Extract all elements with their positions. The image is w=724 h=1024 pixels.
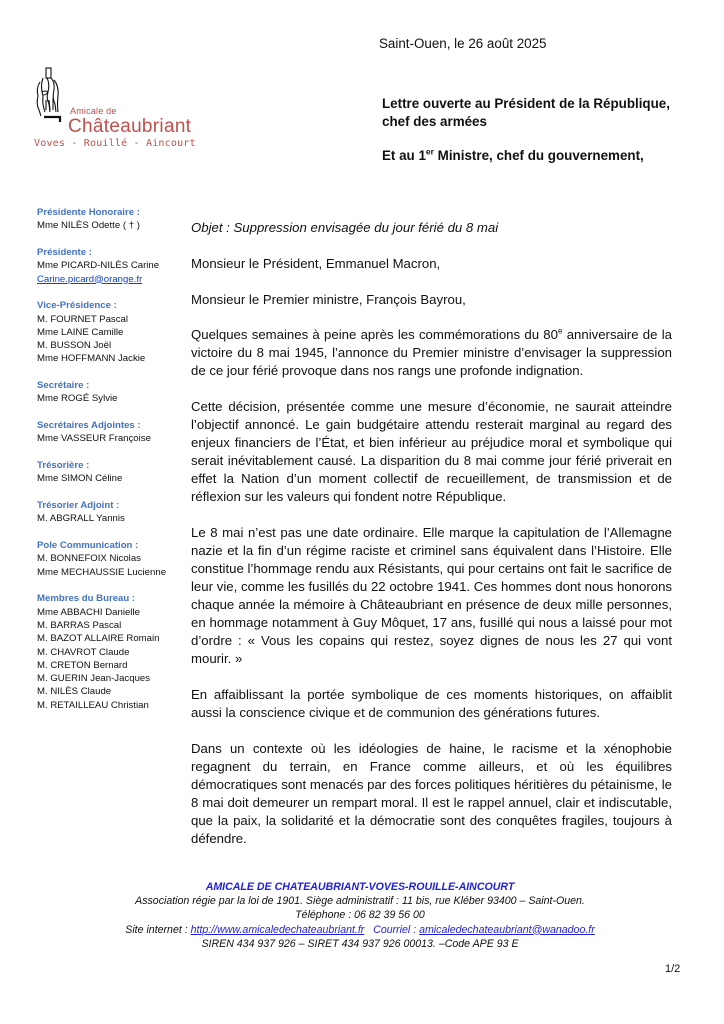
letter-body	[191, 219, 672, 865]
recipient-prime-minister: Et au 1er Ministre, chef du gouvernement,	[382, 146, 644, 163]
footer-org-name: AMICALE DE CHATEAUBRIANT-VOVES-ROUILLE-AINCOURT	[205, 881, 515, 893]
logo-line-chateaubriant: Châteaubriant	[68, 116, 192, 137]
paragraph-1: Quelques semaines à peine après les commémorations du 80e anniversaire de la victoire du 8 mai 1945, l’annonce du Premier ministre d’envisager la suppression de ce jour férié provoque dans nos rangs une profonde indignation.	[191, 327, 672, 379]
email-link[interactable]: amicaledechateaubriant@wanadoo.fr	[419, 923, 595, 936]
paragraph-2: Cette décision, présentée comme une mesure d’économie, ne saurait atteindre l’objectif annoncé. Le gain budgétaire attendu resterait marginal au regard des enjeux financiers de l’État, et bien inférieur au préjudice moral et symbolique qui serait inévitablement causé. La disparition du 8 mai comme jour férié priverait en effet la Nation d’un moment collectif de recueillement, de transmission et de réflexion sur les valeurs qui fondent notre République.	[191, 399, 672, 505]
group-pole-communication: Pole Communication : M. BONNEFOIX Nicolas Mme MECHAUSSIE Lucienne	[37, 540, 167, 578]
recipient-president	[382, 95, 670, 131]
monument-sculpture-icon	[34, 66, 68, 122]
paragraph-5: Dans un contexte où les idéologies de haine, le racisme et la xénophobie regagnent du terrain, en France comme ailleurs, et où les équilibres démocratiques sont menacés par des forces politiques héritières du pétainisme, le 8 mai doit demeurer un rempart moral. Il est le rappel annuel, clair et indiscutable, que la paix, la solidarité et la démocratie sont des conquêtes fragiles, toujours à défendre.	[191, 740, 672, 846]
footer-siren: SIREN 434 937 926 – SIRET 434 937 926 00013. –Code APE 93 E	[201, 937, 519, 950]
group-presidente: Présidente : Mme PICARD-NILÈS Carine Carine.picard@orange.fr	[37, 246, 187, 286]
board-members-sidebar	[37, 206, 187, 725]
paragraph-4: En affaiblissant la portée symbolique de ces moments historiques, on affaiblit aussi la conscience civique et de communion des générations futures.	[191, 686, 672, 720]
footer-contacts: Site internet : http://www.amicaledechateaubriant.fr Courriel : amicaledechateaubriant@wanadoo.fr	[125, 923, 595, 936]
president-email-link[interactable]: Carine.picard@orange.fr	[37, 273, 143, 285]
group-secretaire: Secrétaire : Mme ROGÉ Sylvie	[37, 380, 118, 405]
logo-line-camps: Voves - Rouillé - Aincourt	[34, 138, 196, 149]
salutation-prime-minister: Monsieur le Premier ministre, François Bayrou,	[191, 291, 466, 307]
logo-line-amicale: Amicale de	[70, 106, 117, 116]
footer-legal-address: Association régie par la loi de 1901. Siège administratif : 11 bis, rue Kléber 93400 – Saint-Ouen.	[135, 895, 585, 908]
salutation-president: Monsieur le Président, Emmanuel Macron,	[191, 255, 441, 271]
group-membres-bureau: Membres du Bureau : Mme ABBACHI Danielle M. BARRAS Pascal M. BAZOT ALLAIRE Romain M. CHAVROT Claude M. CRETON Bernard M. GUERIN Jean-Jacques M. NILÈS Claude M. RETAILLEAU Christian	[37, 593, 160, 711]
group-presidente-honoraire: Présidente Honoraire : Mme NILÈS Odette ( † )	[37, 207, 140, 232]
page-number: 1/2	[665, 963, 681, 975]
website-link[interactable]: http://www.amicaledechateaubriant.fr	[190, 923, 365, 936]
footer-phone: Téléphone : 06 82 39 56 00	[295, 909, 425, 922]
recipient-president-line2: chef des armées	[382, 114, 487, 129]
group-tresoriere: Trésorière : Mme SIMON Céline	[37, 460, 123, 485]
recipient-president-line1: Lettre ouverte au Président de la République,	[382, 96, 670, 111]
group-secretaires-adjointes: Secrétaires Adjointes : Mme VASSEUR Françoise	[37, 420, 151, 445]
group-tresorier-adjoint: Trésorier Adjoint : M. ABGRALL Yannis	[37, 500, 125, 525]
association-logo	[34, 66, 196, 149]
paragraph-3: Le 8 mai n’est pas une date ordinaire. Elle marque la capitulation de l’Allemagne nazie et la fin d’un régime raciste et criminel sans équivalent dans l’Histoire. Elle constitue l’hommage rendu aux Résistants, qui pour certains ont fait le sacrifice de leur vie, comme les fusillés du 22 octobre 1941. Ces hommes dont nous honorons chaque année la mémoire à Châteaubriant en présence de deux mille personnes, en hommage notamment à Guy Môquet, 17 ans, fusillé qui nous a laissé pour mot d’ordre : « Vous les copains qui restez, soyez dignes de nous les 27 qui vont mourir. »	[191, 524, 672, 666]
letter-subject: Objet : Suppression envisagée du jour férié du 8 mai	[191, 220, 499, 235]
letterhead-footer	[60, 880, 660, 951]
letter-date: Saint-Ouen, le 26 août 2025	[379, 36, 547, 51]
group-vice-presidence: Vice-Présidence : M. FOURNET Pascal Mme LAINE Camille M. BUSSON Joël Mme HOFFMANN Jackie	[37, 300, 146, 365]
